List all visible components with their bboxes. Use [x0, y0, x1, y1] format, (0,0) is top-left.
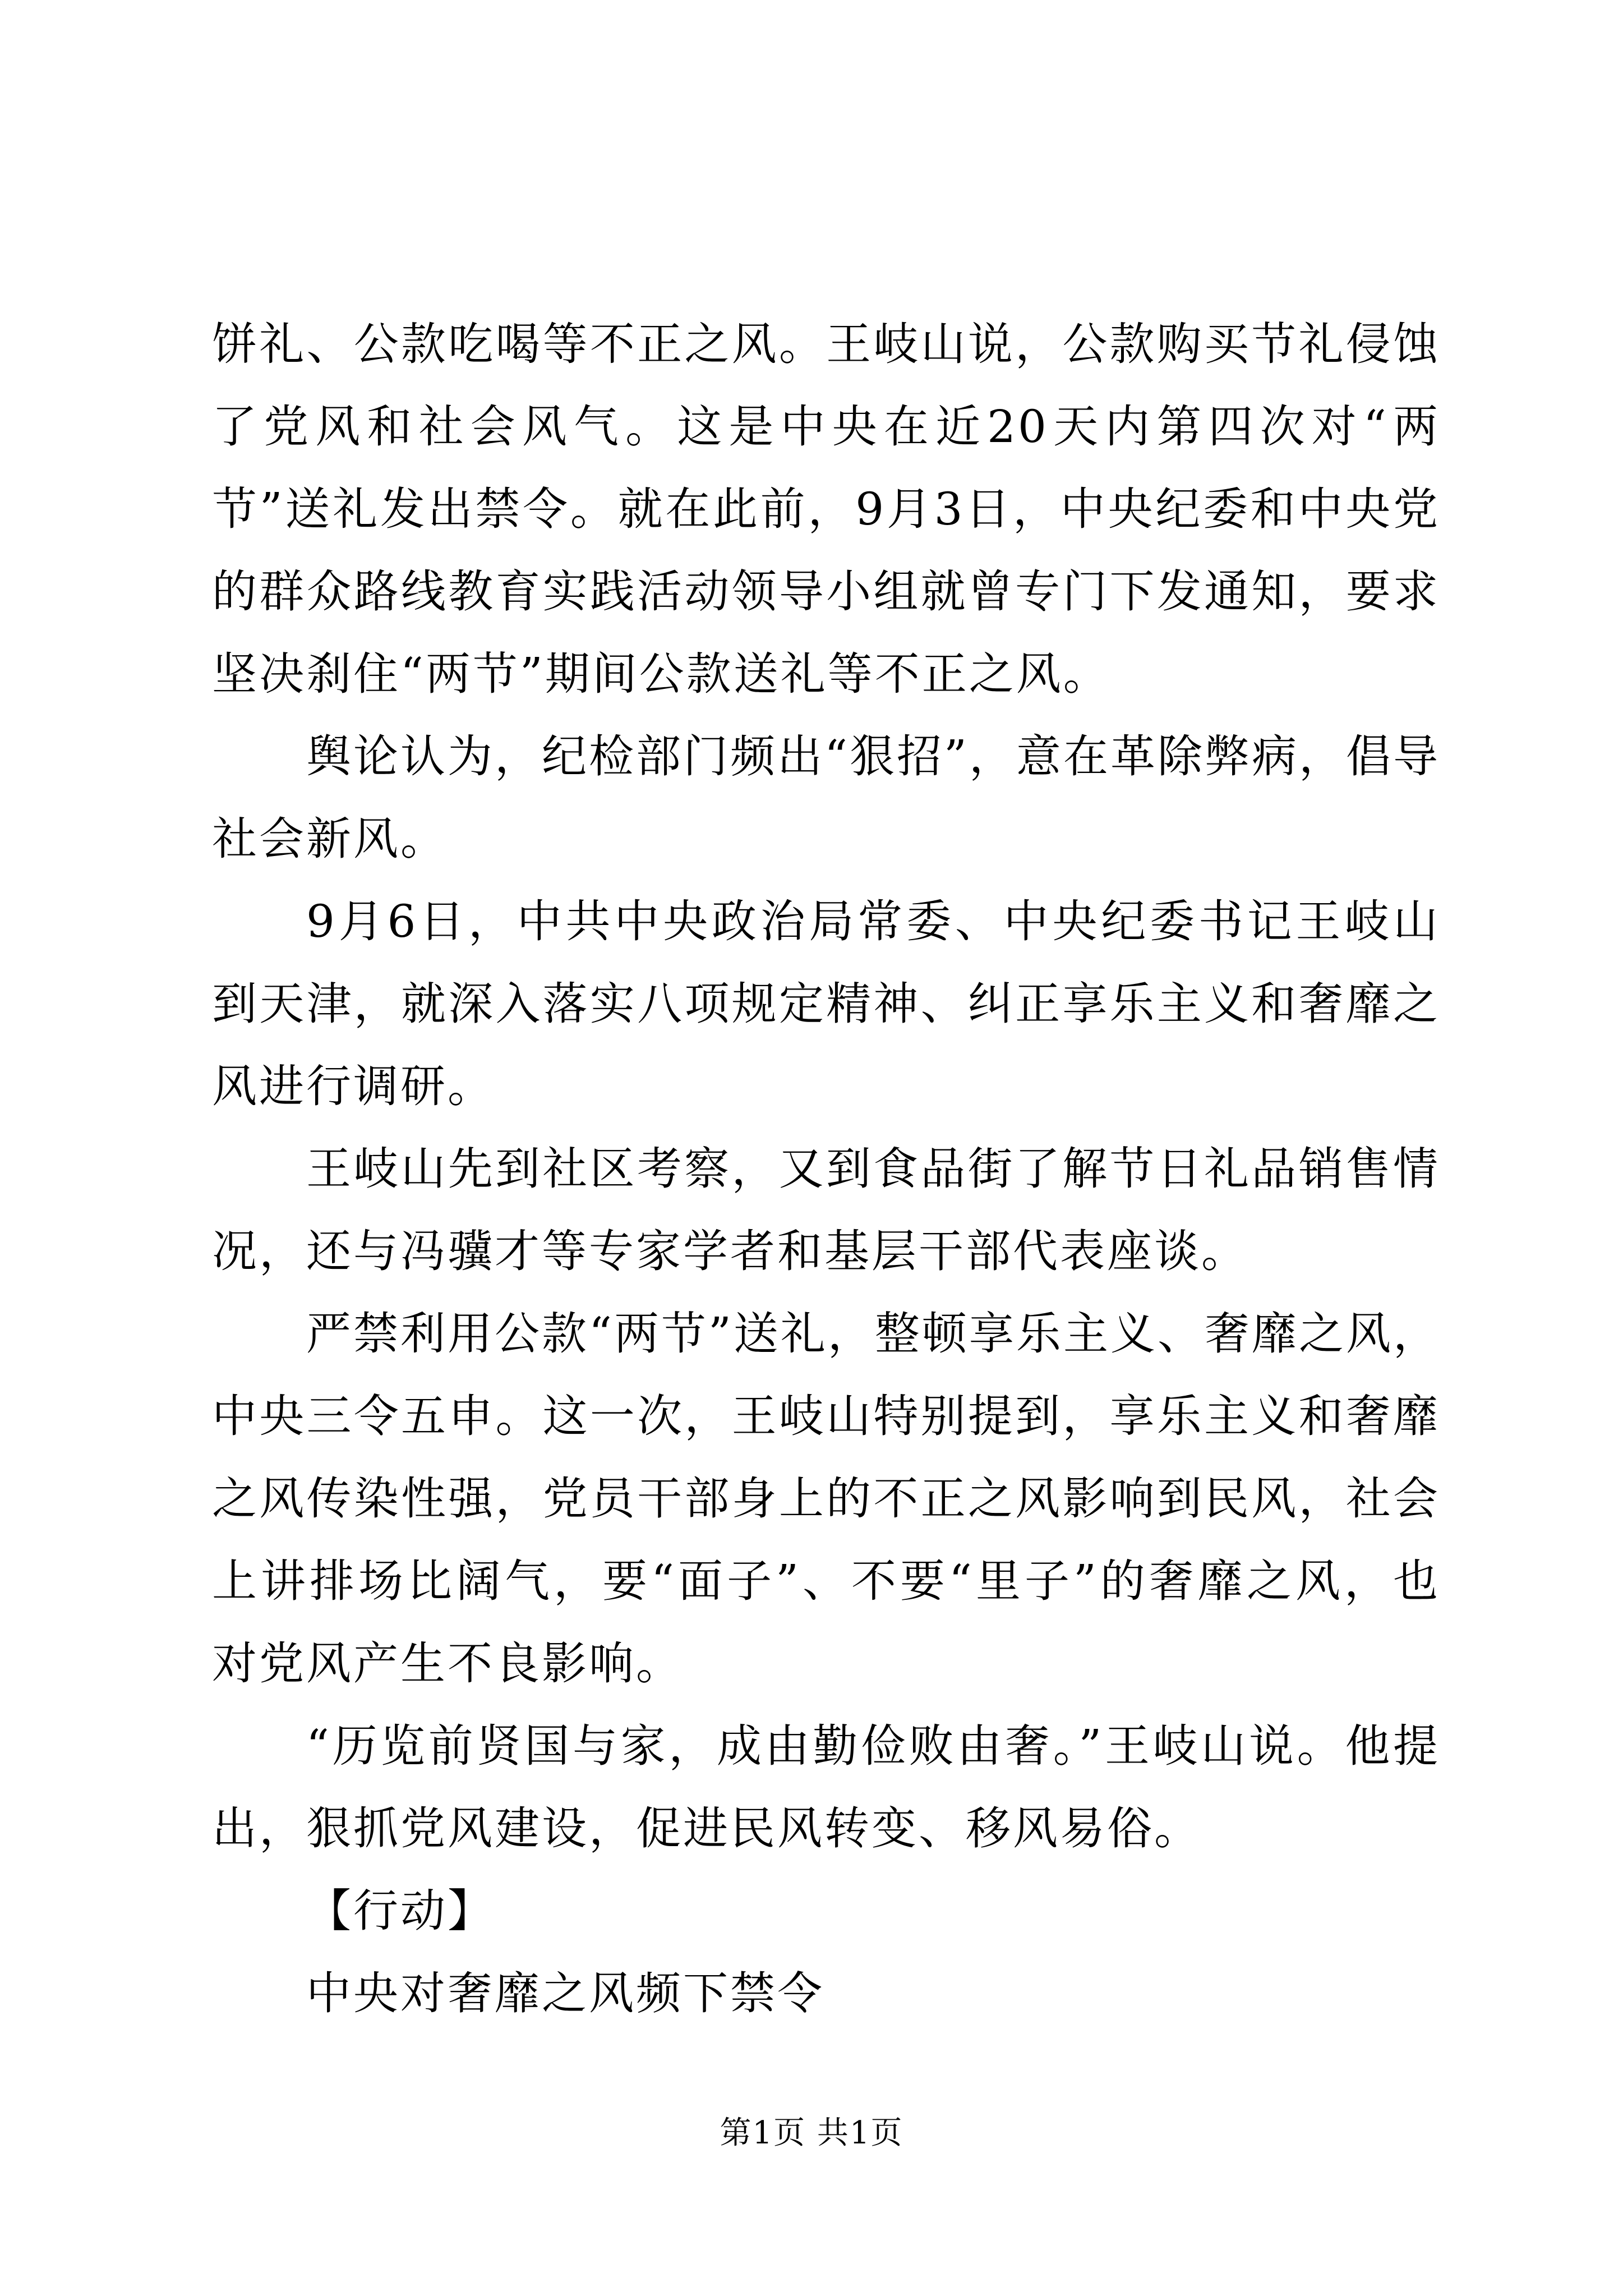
section-subheading: 中央对奢靡之风频下禁令: [306, 1967, 824, 2019]
document-body: [212, 303, 1440, 2035]
section-heading-action: 【行动】: [306, 1885, 495, 1937]
paragraph-ban-gifts: 严禁利用公款“两节”送礼，整顿享乐主义、奢靡之风，中央三令五申。这一次，王岐山特别提到，享乐主义和奢靡之风传染性强，党员干部身上的不正之风影响到民风，社会上讲排场比阔气，要“面子”、不要“里子”的奢靡之风，也对党风产生不良影响。: [212, 1308, 1440, 1690]
page-number-footer: 第1页 共1页: [720, 2115, 903, 2151]
paragraph-tianjin-visit: 9月6日，中共中央政治局常委、中央纪委书记王岐山到天津，就深入落实八项规定精神、纠正享乐主义和奢靡之风进行调研。: [212, 895, 1440, 1112]
paragraph-continuation: 饼礼、公款吃喝等不正之风。王岐山说，公款购买节礼侵蚀了党风和社会风气。这是中央在近20天内第四次对“两节”送礼发出禁令。就在此前，9月3日，中央纪委和中央党的群众路线教育实践活动领导小组就曾专门下发通知，要求坚决刹住“两节”期间公款送礼等不正之风。: [212, 318, 1440, 700]
paragraph-quote: “历览前贤国与家，成由勤俭败由奢。”王岐山说。他提出，狠抓党风建设，促进民风转变、移风易俗。: [212, 1720, 1440, 1855]
paragraph-community-inspection: 王岐山先到社区考察，又到食品街了解节日礼品销售情况，还与冯骥才等专家学者和基层干部代表座谈。: [212, 1143, 1440, 1277]
paragraph-public-opinion: 舆论认为，纪检部门频出“狠招”，意在革除弊病，倡导社会新风。: [212, 730, 1440, 865]
